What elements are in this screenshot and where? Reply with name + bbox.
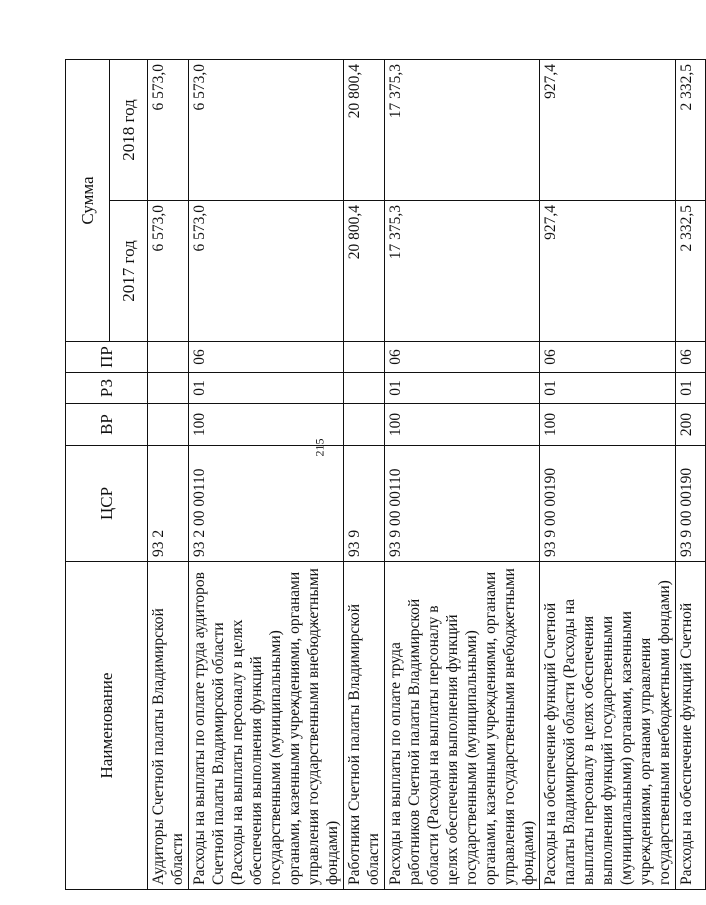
- row-vr: [344, 404, 385, 446]
- row-name: Расходы на выплаты по оплате труда аудиторов Счетной палаты Владимирской области (Расходы на выплаты персоналу в целях обеспечения выполнения функций государственными (муниципальными) органами, казенными учреждениями, органами управления государственными внебюджетными фондами): [189, 562, 344, 890]
- row-2018: 2 332,5: [676, 59, 706, 200]
- row-2017: 17 375,3: [385, 201, 540, 342]
- row-csr: 93 9 00 00190: [540, 446, 676, 562]
- row-rz: 01: [676, 373, 706, 404]
- header-2017: 2017 год: [110, 201, 148, 342]
- row-vr: [148, 404, 189, 446]
- row-2018: 17 375,3: [385, 59, 540, 200]
- row-rz: 01: [385, 373, 540, 404]
- row-rz: 01: [540, 373, 676, 404]
- row-pr: [148, 342, 189, 373]
- row-name: Расходы на обеспечение функций Счетной: [676, 562, 706, 890]
- budget-table: [65, 59, 706, 890]
- row-2018: 6 573,0: [148, 59, 189, 200]
- row-pr: 06: [676, 342, 706, 373]
- row-2017: 6 573,0: [189, 201, 344, 342]
- row-2017: 20 800,4: [344, 201, 385, 342]
- page-number: 215: [312, 438, 327, 457]
- row-2017: 2 332,5: [676, 201, 706, 342]
- row-2018: 20 800,4: [344, 59, 385, 200]
- table-row: [676, 59, 706, 889]
- row-name: Аудиторы Счетной палаты Владимирской области: [148, 562, 189, 890]
- header-csr: ЦСР: [66, 446, 148, 562]
- table-row: [148, 59, 189, 889]
- row-csr: 93 9 00 00190: [676, 446, 706, 562]
- header-sum: Сумма: [66, 59, 110, 341]
- row-vr: 100: [189, 404, 344, 446]
- header-name: Наименование: [66, 562, 148, 890]
- row-csr: 93 9: [344, 446, 385, 562]
- header-pr: ПР: [66, 342, 148, 373]
- row-name: Работники Счетной палаты Владимирской области: [344, 562, 385, 890]
- row-vr: 200: [676, 404, 706, 446]
- row-csr: 93 9 00 00110: [385, 446, 540, 562]
- row-pr: 06: [385, 342, 540, 373]
- row-name: Расходы на выплаты по оплате труда работников Счетной палаты Владимирской области (Расходы на выплаты персоналу в целях обеспечения выполнения функций государственными (муниципальными) органами, казенными учреждениями, органами управления государственными внебюджетными фондами): [385, 562, 540, 890]
- table-row: [189, 59, 344, 889]
- header-vr: ВР: [66, 404, 148, 446]
- row-rz: [344, 373, 385, 404]
- row-vr: 100: [385, 404, 540, 446]
- row-rz: 01: [189, 373, 344, 404]
- row-name: Расходы на обеспечение функций Счетной палаты Владимирской области (Расходы на выплаты персоналу в целях обеспечения выполнения функций государственными (муниципальными) органами, казенными учреждениями, органами управления государственными внебюджетными фондами): [540, 562, 676, 890]
- row-pr: 06: [189, 342, 344, 373]
- row-pr: [344, 342, 385, 373]
- header-2018: 2018 год: [110, 59, 148, 200]
- row-csr: 93 2 00 00110: [189, 446, 344, 562]
- row-2018: 6 573,0: [189, 59, 344, 200]
- table-row: [540, 59, 676, 889]
- row-2018: 927,4: [540, 59, 676, 200]
- table-row: [385, 59, 540, 889]
- row-2017: 927,4: [540, 201, 676, 342]
- table-row: [344, 59, 385, 889]
- row-csr: 93 2: [148, 446, 189, 562]
- row-pr: 06: [540, 342, 676, 373]
- row-rz: [148, 373, 189, 404]
- row-vr: 100: [540, 404, 676, 446]
- row-2017: 6 573,0: [148, 201, 189, 342]
- header-rz: РЗ: [66, 373, 148, 404]
- rotated-budget-table: [65, 60, 695, 890]
